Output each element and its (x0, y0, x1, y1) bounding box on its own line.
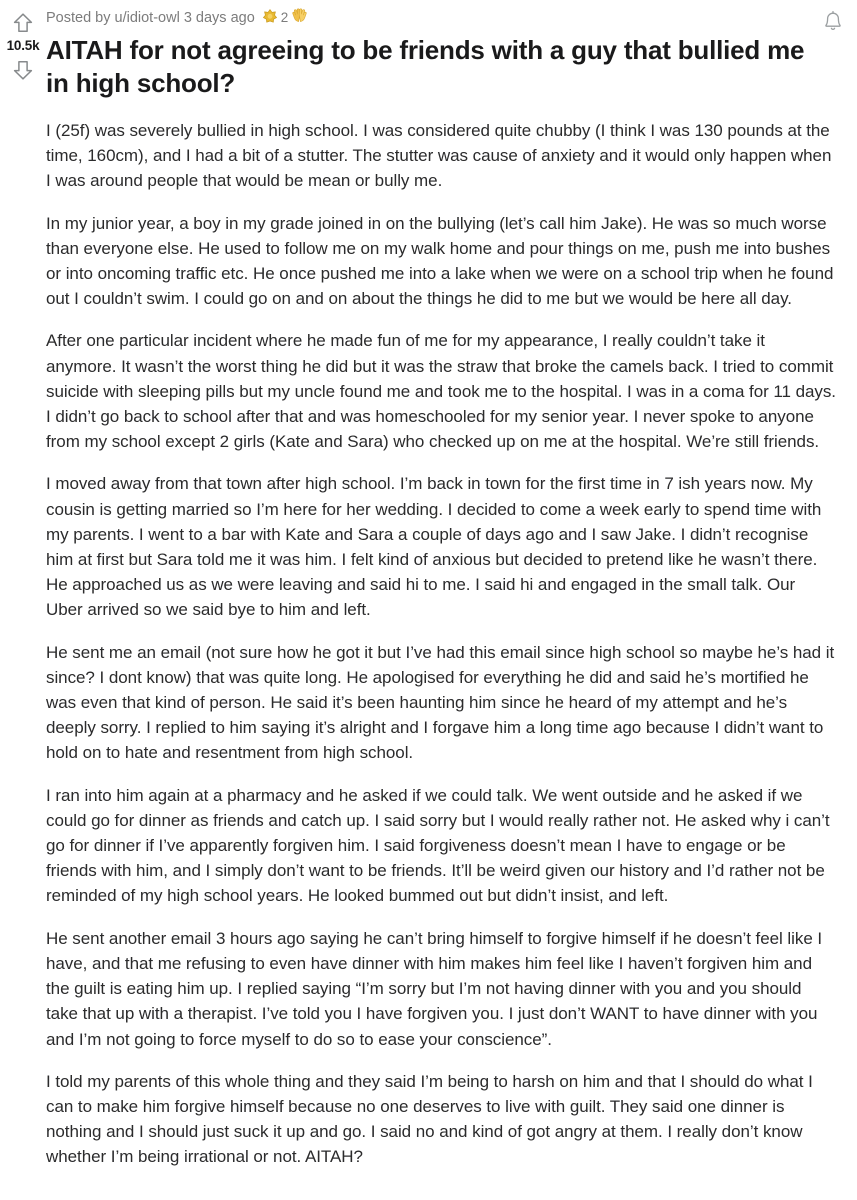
notification-bell-icon (822, 10, 844, 34)
award-badge-clap[interactable] (291, 8, 311, 28)
award-list (262, 8, 312, 28)
post-body (46, 118, 836, 1170)
post-content (46, 6, 857, 1170)
post-paragraph: In my junior year, a boy in my grade joined in on the bullying (let’s call him Jake). He was so much worse than everyone else. He used to follow me on my walk home and pour things on me, push me into bushes or into oncoming traffic etc. He once pushed me into a lake when we were on a school trip when he found out I couldn’t swim. I could go on and on about the things he did to me but we would be here all day. (46, 213, 834, 309)
post-paragraph: I ran into him again at a pharmacy and he asked if we could talk. We went outside and he asked if we could go for dinner as friends and catch up. I said sorry but I would really rather not. He asked why i can’t go for dinner if I’ve apparently forgiven him. I said forgiveness doesn’t mean I have to engage or be friends with him, and I simply don’t want to be friends. It’ll be weird given our history and I’d rather not be reminded of my high school years. He looked bummed out but didn’t insist, and left. (46, 785, 830, 906)
award-badge-gold[interactable] (262, 8, 289, 28)
post-paragraph: I told my parents of this whole thing and they said I’m being to harsh on him and that I should do what I can to make him forgive himself because no one deserves to live with guilt. They said one dinner is nothing and I should just suck it up and go. I said no and kind of got angry at them. I really don’t know whether I’m being irrational or not. AITAH? (46, 1071, 813, 1167)
upvote-button[interactable] (10, 10, 36, 36)
gold-award-icon (262, 8, 278, 28)
post-byline (46, 6, 849, 28)
notification-bell-button[interactable] (817, 6, 849, 38)
downvote-button[interactable] (10, 57, 36, 83)
post-paragraph: I moved away from that town after high school. I’m back in town for the first time in 7 ish years now. My cousin is getting married so I’m here for her wedding. I decided to come a week early to spend time with my parents. I went to a bar with Kate and Sara a couple of days ago and I saw Jake. I didn’t recognise him at first but Sara told me it was him. I felt kind of anxious but decided to pretend like he wasn’t there. He approached us as we were leaving and said hi to me. I said hi and engaged in the small talk. Our Uber arrived so we said bye to him and left. (46, 474, 822, 620)
post-paragraph: He sent another email 3 hours ago saying he can’t bring himself to forgive himself if he doesn’t feel like I have, and that me refusing to even have dinner with him makes him feel like I haven’t forgiven him and the guilt is eating him up. I replied saying “I’m sorry but I’m not having dinner with you and you should take that up with a therapist. I’ve told you I have forgiven you. I just don’t WANT to have dinner with you and I’m not going to force myself to do so to ease your conscience”. (46, 928, 823, 1049)
post-paragraph: He sent me an email (not sure how he got it but I’ve had this email since high school so maybe he’s had it since? I dont know) that was quite long. He apologised for everything he did and said he’s mortified he was even that kind of person. He said it’s been haunting him since he heard of my attempt and he’s deeply sorry. I replied to him saying it’s alright and I forgave him a long time ago because I didn’t want to hold on to hate and resentment from high school. (46, 642, 835, 763)
post-paragraph: After one particular incident where he made fun of me for my appearance, I really couldn’t take it anymore. It wasn’t the worst thing he did but it was the straw that broke the camels back. I tried to commit suicide with sleeping pills but my uncle found me and took me to the hospital. I was in a coma for 11 days. I didn’t go back to school after that and was homeschooled for my senior year. I never spoke to anyone from my school except 2 girls (Kate and Sara) who checked up on me at the hospital. We’re still friends. (46, 331, 836, 452)
vote-rail (0, 6, 46, 1170)
clapping-hands-award-icon (291, 8, 308, 28)
post-paragraph: I (25f) was severely bullied in high school. I was considered quite chubby (I think I was 130 pounds at the time, 160cm), and I had a bit of a stutter. The stutter was cause of anxiety and it would only happen when I was around people that would be mean or bully me. (46, 121, 832, 191)
post-byline-text[interactable]: Posted by u/idiot-owl 3 days ago (46, 9, 255, 26)
post-title[interactable]: AITAH for not agreeing to be friends with a guy that bullied me in high school? (46, 35, 805, 98)
award-count-gold: 2 (280, 9, 289, 25)
vote-score: 10.5k (6, 38, 40, 53)
arrow-down-outline-icon (12, 59, 34, 81)
arrow-up-outline-icon (12, 12, 34, 34)
